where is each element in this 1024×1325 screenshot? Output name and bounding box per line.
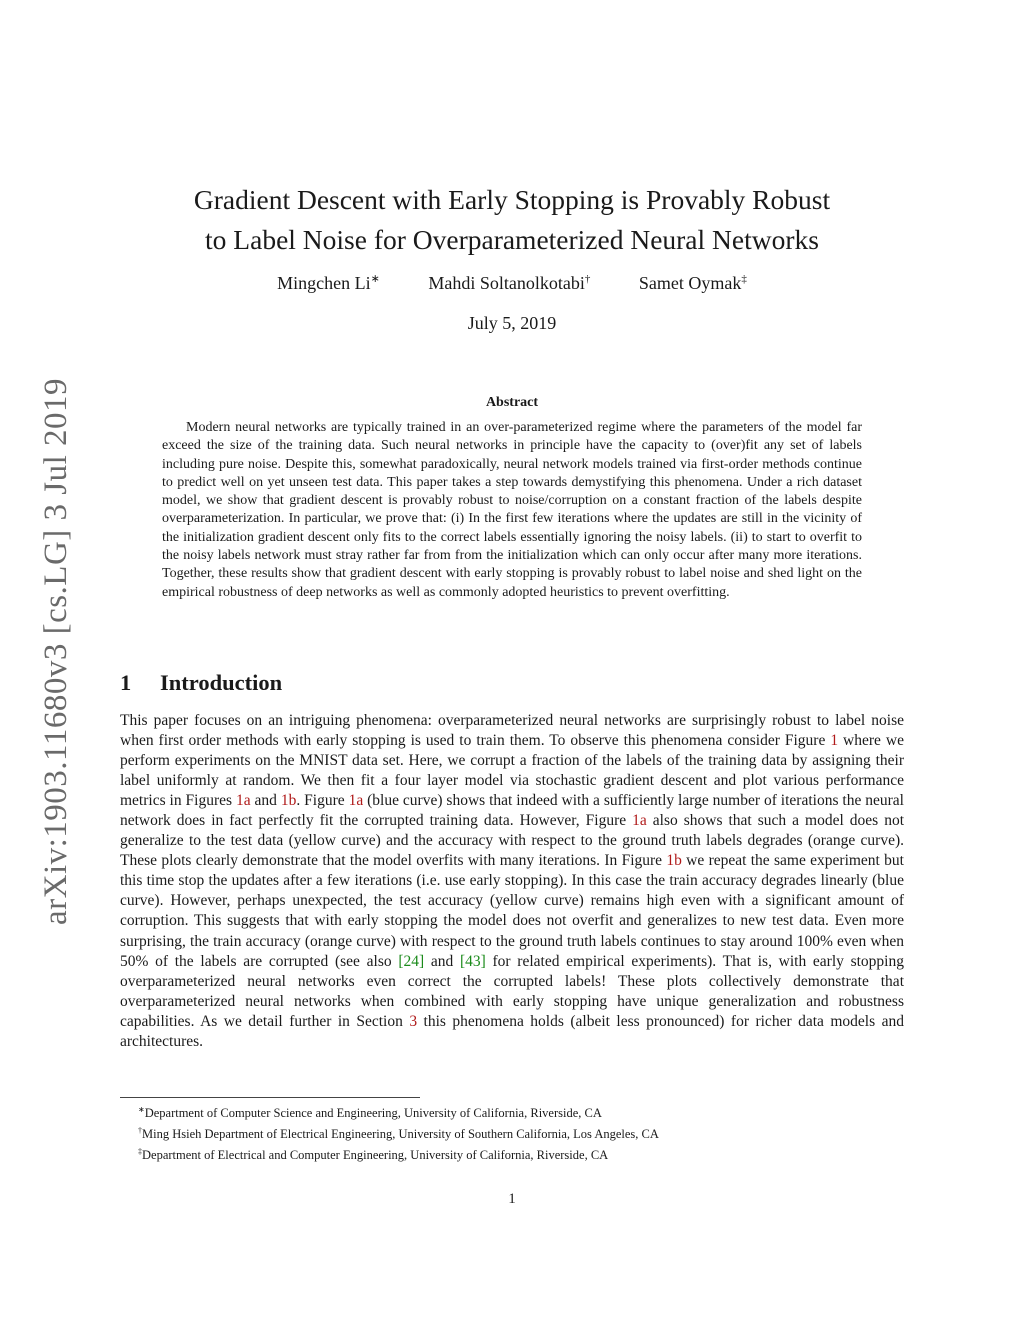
footnote: ∗Department of Computer Science and Engineering, University of California, Riverside, CA: [138, 1105, 602, 1121]
footnote: ‡Department of Electrical and Computer Engineering, University of California, Riverside, CA: [138, 1147, 609, 1163]
abstract-body: Modern neural networks are typically trained in an over-parameterized regime where the parameters of the model far exceed the size of the training data. Such neural networks in principle have the capacity to (over)fit any set of labels including pure noise. Despite this, somewhat paradoxically, neural network models trained via first-order methods continue to predict well on yet unseen test data. This paper takes a step towards demystifying this phenomena. Under a rich dataset model, we show that gradient descent is provably robust to noise/corruption on a constant fraction of the labels despite overparameterization. In particular, we prove that: (i) In the first few iterations where the updates are still in the vicinity of the initialization gradient descent only fits to the correct labels essentially ignoring the noisy labels. (ii) to start to overfit to the noisy labels network must stray rather far from from the initialization which can only occur after many more iterations. Together, these results show that gradient descent with early stopping is provably robust to label noise and shed light on the empirical robustness of deep networks as well as commonly adopted heuristics to prevent overfitting.: [162, 420, 862, 600]
figure-ref-link[interactable]: 1: [830, 732, 839, 750]
page-number: 1: [508, 1191, 516, 1207]
section-number: 1: [120, 670, 132, 695]
figure-ref-link[interactable]: 1a: [632, 812, 647, 830]
footnote-divider: [120, 1097, 420, 1098]
author: Mingchen Li∗: [277, 273, 380, 293]
publication-date: July 5, 2019: [467, 313, 557, 333]
author: Samet Oymak‡: [638, 273, 747, 293]
citation-link[interactable]: [43]: [459, 952, 486, 970]
figure-ref-link[interactable]: 1a: [235, 792, 251, 810]
section-heading: [120, 670, 282, 696]
author-list: [120, 272, 904, 294]
introduction-paragraph: This paper focuses on an intriguing phenomena: overparameterized neural networks are surprisingly robust to label noise when first order methods with early stopping is used to train them. To observe this phenomena consider Figure 1 where we perform experiments on the MNIST data set. Here, we corrupt a fraction of the labels of the training data by assigning their label uniformly at random. We then fit a four layer model via stochastic gradient descent and plot various performance metrics in Figures 1a and 1b. Figure 1a (blue curve) shows that indeed with a sufficiently large number of iterations the neural network does in fact perfectly fit the corrupted training data. However, Figure 1a also shows that such a model does not generalize to the test data (yellow curve) and the accuracy with respect to the ground truth labels degrades (orange curve). These plots clearly demonstrate that the model overfits with many iterations. In Figure 1b we repeat the same experiment but this time stop the updates after a few iterations (i.e. use early stopping). In this case the train accuracy degrades linearly (blue curve). However, perhaps unexpected, the test accuracy (yellow curve) remains high even with a significant amount of corruption. This suggests that with early stopping the model does not overfit and generalizes to new test data. Even more surprising, the train accuracy (orange curve) with respect to the ground truth labels continues to stay around 100% even when 50% of the labels are corrupted (see also [24] and [43] for related empirical experiments). That is, with early stopping overparameterized neural networks even correct the corrupted labels! These plots collectively demonstrate that overparameterized neural networks when combined with early stopping have unique generalization and robustness capabilities. As we detail further in Section 3 this phenomena holds (albeit less pronounced) for richer data models and architectures.: [120, 712, 904, 1050]
figure-ref-link[interactable]: 1b: [666, 852, 682, 870]
arxiv-identifier: arXiv:1903.11680v3 [cs.LG] 3 Jul 2019: [38, 377, 74, 925]
paper-title: [120, 180, 904, 260]
footnote: †Ming Hsieh Department of Electrical Engineering, University of Southern California, Los Angeles, CA: [138, 1126, 659, 1142]
figure-ref-link[interactable]: 1a: [348, 792, 364, 810]
abstract-heading: Abstract: [485, 395, 539, 410]
section-ref-link[interactable]: 3: [409, 1012, 418, 1030]
title-line-1: Gradient Descent with Early Stopping is Provably Robust: [193, 184, 831, 215]
author: Mahdi Soltanolkotabi†: [428, 273, 591, 293]
title-line-2: to Label Noise for Overparameterized Neural Networks: [205, 224, 819, 255]
citation-link[interactable]: [24]: [398, 952, 425, 970]
footnotes: [138, 1101, 904, 1164]
figure-ref-link[interactable]: 1b: [280, 792, 297, 810]
section-title: Introduction: [160, 670, 283, 695]
